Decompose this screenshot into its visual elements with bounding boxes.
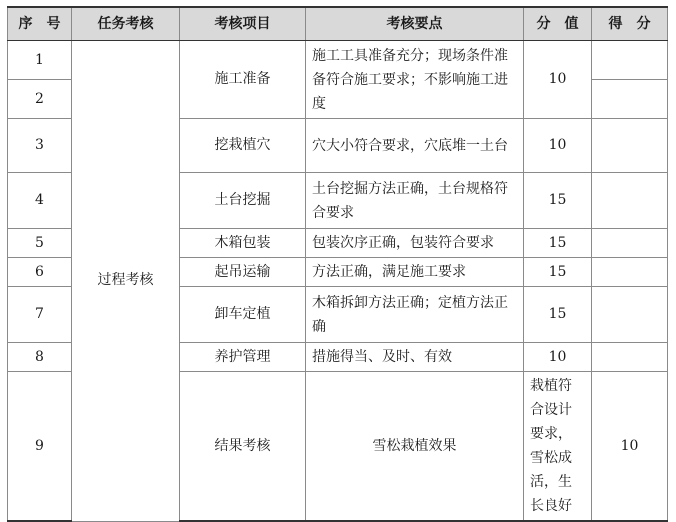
got-cell[interactable] (592, 287, 668, 343)
item-cell: 起吊运输 (180, 258, 306, 287)
seq-cell: 9 (8, 372, 72, 522)
score-cell: 15 (524, 173, 592, 229)
points-cell: 栽植符合设计要求，雪松成活，生长良好 (524, 372, 592, 522)
score-cell: 10 (524, 41, 592, 119)
seq-cell: 6 (8, 258, 72, 287)
header-item: 考核项目 (180, 7, 306, 41)
seq-cell: 4 (8, 173, 72, 229)
points-cell: 方法正确，满足施工要求 (306, 258, 524, 287)
task-cell-result: 结果考核 (180, 372, 306, 522)
points-cell: 木箱拆卸方法正确；定植方法正确 (306, 287, 524, 343)
score-cell: 15 (524, 229, 592, 258)
points-cell: 土台挖掘方法正确，土台规格符合要求 (306, 173, 524, 229)
points-cell: 包装次序正确，包装符合要求 (306, 229, 524, 258)
seq-cell: 8 (8, 343, 72, 372)
seq-cell: 1 (8, 41, 72, 80)
got-cell[interactable] (592, 80, 668, 119)
item-cell: 挖栽植穴 (180, 119, 306, 173)
assessment-table-container (7, 6, 667, 522)
score-cell: 15 (524, 258, 592, 287)
header-task: 任务考核 (72, 7, 180, 41)
points-cell: 穴大小符合要求，穴底堆一土台 (306, 119, 524, 173)
got-cell[interactable] (592, 229, 668, 258)
seq-cell: 7 (8, 287, 72, 343)
score-cell: 10 (592, 372, 668, 522)
item-cell: 土台挖掘 (180, 173, 306, 229)
task-cell-process: 过程考核 (72, 41, 180, 522)
assessment-table (7, 6, 668, 522)
item-cell: 雪松栽植效果 (306, 372, 524, 522)
seq-cell: 3 (8, 119, 72, 173)
seq-cell: 2 (8, 80, 72, 119)
points-cell: 施工工具准备充分；现场条件准备符合施工要求；不影响施工进度 (306, 41, 524, 119)
got-cell[interactable] (592, 119, 668, 173)
seq-cell: 5 (8, 229, 72, 258)
item-cell: 施工准备 (180, 41, 306, 119)
got-cell[interactable] (592, 41, 668, 80)
score-cell: 10 (524, 343, 592, 372)
item-cell: 卸车定植 (180, 287, 306, 343)
header-row (8, 7, 668, 41)
header-seq: 序 号 (8, 7, 72, 41)
score-cell: 15 (524, 287, 592, 343)
score-cell: 10 (524, 119, 592, 173)
header-got: 得 分 (592, 7, 668, 41)
table-row (8, 41, 668, 80)
header-score: 分 值 (524, 7, 592, 41)
got-cell[interactable] (592, 343, 668, 372)
header-points: 考核要点 (306, 7, 524, 41)
item-cell: 养护管理 (180, 343, 306, 372)
got-cell[interactable] (592, 173, 668, 229)
item-cell: 木箱包装 (180, 229, 306, 258)
points-cell: 措施得当、及时、有效 (306, 343, 524, 372)
got-cell[interactable] (592, 258, 668, 287)
